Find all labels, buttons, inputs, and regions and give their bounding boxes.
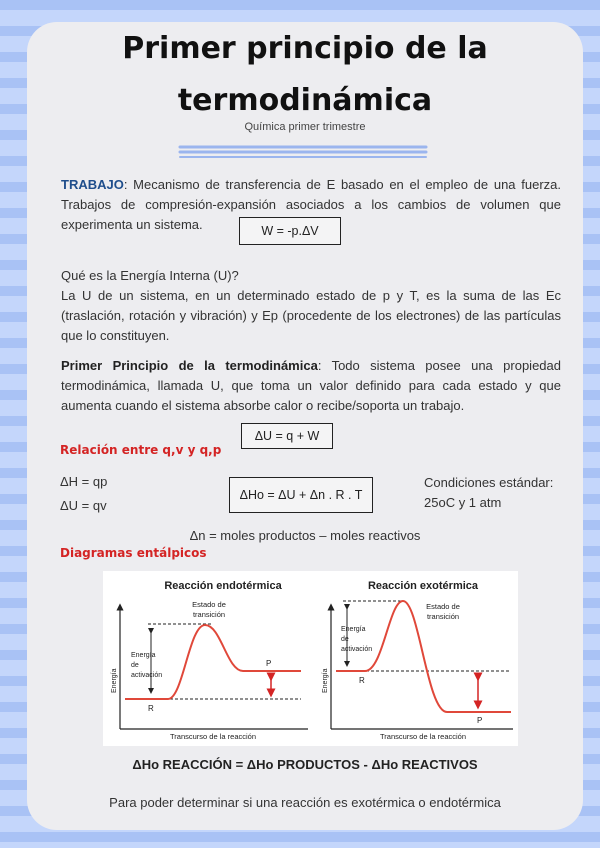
endo-ts-label-2: transición [192, 610, 226, 619]
first-principle-text: : Todo sistema posee una propiedad termodinámica, llamada U, que toma un valor definido para cada estado y que aumenta cuando el sistema absorbe calor o recibe/soporta un trabajo. [61, 358, 561, 413]
endo-ea-label-3: activación [131, 672, 163, 679]
first-principle-label: Primer Principio de la termodinámica [61, 358, 318, 373]
energy-definition: La U de un sistema, en un determinado estado de p y T, es la suma de las Ec (traslación, rotación y vibración) y Ep (procedente de los electrones) de las partículas que lo constituyen. [61, 288, 561, 343]
endo-ea-label-2: de [131, 662, 139, 669]
endo-x-label: Transcurso de la reacción [169, 732, 257, 741]
enthalpy-formula-box: ΔHo = ΔU + Δn . R . T [229, 477, 373, 513]
endo-r-label: R [148, 704, 154, 713]
endo-ea-label-1: Energía [131, 652, 156, 659]
relation-heading: Relación entre q,v y q,p [60, 443, 222, 457]
title-underline-decoration [178, 143, 428, 159]
standard-conditions-label: Condiciones estándar: [424, 475, 554, 490]
exo-ea-label-1: Energía [341, 626, 366, 633]
enthalpy-diagrams [103, 571, 518, 746]
endo-title: Reacción endotérmica [164, 580, 282, 592]
internal-energy-formula-box: ΔU = q + W [241, 423, 333, 449]
exo-ts-label-2: transición [426, 612, 460, 621]
exo-title: Reacción exotérmica [367, 580, 479, 592]
endo-ts-label-1: Estado de [192, 600, 226, 609]
standard-conditions-value: 25oC y 1 atm [424, 495, 502, 510]
energy-question: Qué es la Energía Interna (U)? [61, 268, 239, 283]
endo-y-label: Energía [111, 668, 118, 693]
footer-text: Para poder determinar si una reacción es exotérmica o endotérmica [109, 795, 501, 810]
exo-ts-label-1: Estado de [426, 602, 460, 611]
trabajo-label: TRABAJO [61, 177, 124, 192]
exo-curve [336, 601, 511, 712]
trabajo-text: : Mecanismo de transferencia de E basado en el empleo de una fuerza. Trabajos de compresión-expansión asociados a los cambios de volumen que experimenta un sistema. [61, 177, 561, 232]
enthalpy-qp: ΔH = qp [60, 474, 108, 489]
work-formula-box: W = -p.ΔV [239, 217, 341, 245]
page-subtitle: Química primer trimestre [244, 121, 366, 133]
exo-ea-label-2: de [341, 636, 349, 643]
page-title-line2: termodinámica [177, 83, 433, 118]
page-title-line1: Primer principio de la [122, 31, 488, 66]
exo-ea-label-3: activación [341, 646, 373, 653]
mole-difference: Δn = moles productos – moles reactivos [189, 528, 421, 543]
first-principle-paragraph [61, 356, 561, 416]
exo-x-label: Transcurso de la reacción [379, 732, 467, 741]
endothermic-diagram [111, 580, 308, 741]
endo-p-label: P [266, 659, 272, 668]
exo-p-label: P [477, 716, 483, 725]
diagrams-heading: Diagramas entálpicos [60, 546, 207, 560]
internal-energy-qv: ΔU = qv [60, 498, 107, 513]
exothermic-diagram [322, 580, 513, 741]
enthalpy-reaction-formula: ΔHo REACCIÓN = ΔHo PRODUCTOS - ΔHo REACTIVOS [132, 757, 478, 772]
exo-r-label: R [359, 676, 365, 685]
exo-y-label: Energía [322, 668, 329, 693]
